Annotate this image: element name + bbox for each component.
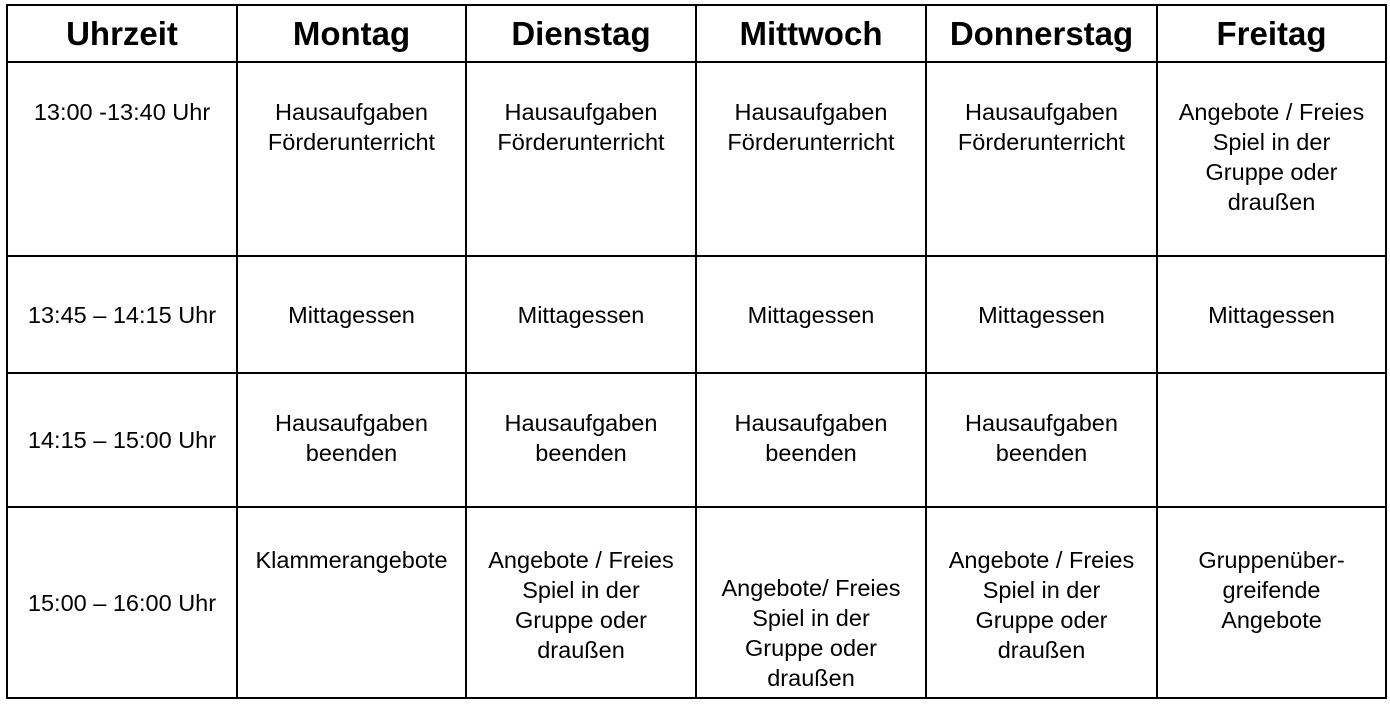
cell-line: beenden — [995, 440, 1088, 466]
schedule-cell — [1157, 256, 1386, 373]
cell-line: Hausaufgaben — [734, 410, 888, 436]
schedule-cell — [926, 507, 1157, 698]
header-thursday: Donnerstag — [926, 5, 1157, 62]
cell-line: Gruppe oder — [515, 607, 647, 633]
cell-line: beenden — [765, 440, 857, 466]
cell-line: Mittagessen — [978, 301, 1105, 328]
header-friday: Freitag — [1157, 5, 1386, 62]
cell-line: Spiel in der — [1212, 129, 1331, 155]
schedule-cell — [696, 507, 926, 698]
schedule-cell — [466, 373, 696, 507]
cell-line: Angebote — [1221, 607, 1322, 633]
cell-line: draußen — [1227, 189, 1316, 215]
cell-line: Förderunterricht — [957, 129, 1126, 155]
cell-line: Hausaufgaben — [504, 99, 658, 125]
time-cell: 15:00 – 16:00 Uhr — [7, 507, 237, 698]
schedule-table — [6, 4, 1387, 699]
cell-line: Hausaufgaben — [734, 99, 888, 125]
table-row — [7, 256, 1386, 373]
schedule-cell — [237, 507, 466, 698]
cell-line: Spiel in der — [522, 577, 640, 603]
cell-line: Förderunterricht — [727, 129, 895, 155]
schedule-cell — [1157, 62, 1386, 256]
time-cell: 13:00 -13:40 Uhr — [7, 62, 237, 256]
header-row — [7, 5, 1386, 62]
header-tuesday: Dienstag — [466, 5, 696, 62]
cell-line: Förderunterricht — [497, 129, 665, 155]
schedule-cell — [696, 256, 926, 373]
schedule-cell — [926, 256, 1157, 373]
cell-line: Hausaufgaben — [965, 410, 1118, 436]
cell-line: Hausaufgaben — [275, 410, 428, 436]
table-row — [7, 62, 1386, 256]
cell-line: draußen — [997, 637, 1086, 663]
cell-line: Förderunterricht — [267, 129, 436, 155]
header-wednesday: Mittwoch — [696, 5, 926, 62]
schedule-cell — [237, 373, 466, 507]
cell-line: Spiel in der — [982, 577, 1101, 603]
header-monday: Montag — [237, 5, 466, 62]
cell-line: Angebote/ Freies — [721, 575, 901, 601]
schedule-cell — [696, 373, 926, 507]
schedule-cell — [926, 62, 1157, 256]
schedule-cell — [696, 62, 926, 256]
schedule-cell — [1157, 507, 1386, 698]
cell-line: beenden — [535, 440, 627, 466]
header-time: Uhrzeit — [7, 5, 237, 62]
schedule-cell-empty — [1157, 373, 1386, 507]
cell-line: Hausaufgaben — [504, 410, 658, 436]
cell-line: Angebote / Freies — [1178, 99, 1365, 125]
cell-line: Mittagessen — [1208, 301, 1335, 328]
cell-line: Mittagessen — [288, 301, 415, 328]
cell-line: Mittagessen — [747, 301, 875, 328]
cell-line: Klammerangebote — [255, 547, 448, 573]
table-row — [7, 373, 1386, 507]
cell-line: Gruppe oder — [975, 607, 1108, 633]
table-row — [7, 507, 1386, 698]
schedule-cell — [466, 256, 696, 373]
cell-line: Angebote / Freies — [948, 547, 1135, 573]
cell-line: beenden — [305, 440, 398, 466]
cell-line: Mittagessen — [517, 301, 645, 328]
schedule-cell — [466, 507, 696, 698]
cell-line: Gruppenüber- — [1198, 547, 1345, 573]
schedule-cell — [237, 256, 466, 373]
schedule-cell — [237, 62, 466, 256]
schedule-cell — [926, 373, 1157, 507]
cell-line: Angebote / Freies — [488, 547, 674, 573]
cell-line: draußen — [767, 665, 855, 691]
cell-line: Spiel in der — [752, 605, 870, 631]
time-cell: 14:15 – 15:00 Uhr — [7, 373, 237, 507]
cell-line: Hausaufgaben — [965, 99, 1118, 125]
time-cell: 13:45 – 14:15 Uhr — [7, 256, 237, 373]
cell-line: draußen — [537, 637, 625, 663]
cell-line: Gruppe oder — [745, 635, 877, 661]
schedule-cell — [466, 62, 696, 256]
cell-line: greifende — [1222, 577, 1321, 603]
cell-line: Gruppe oder — [1205, 159, 1338, 185]
cell-line: Hausaufgaben — [275, 99, 428, 125]
